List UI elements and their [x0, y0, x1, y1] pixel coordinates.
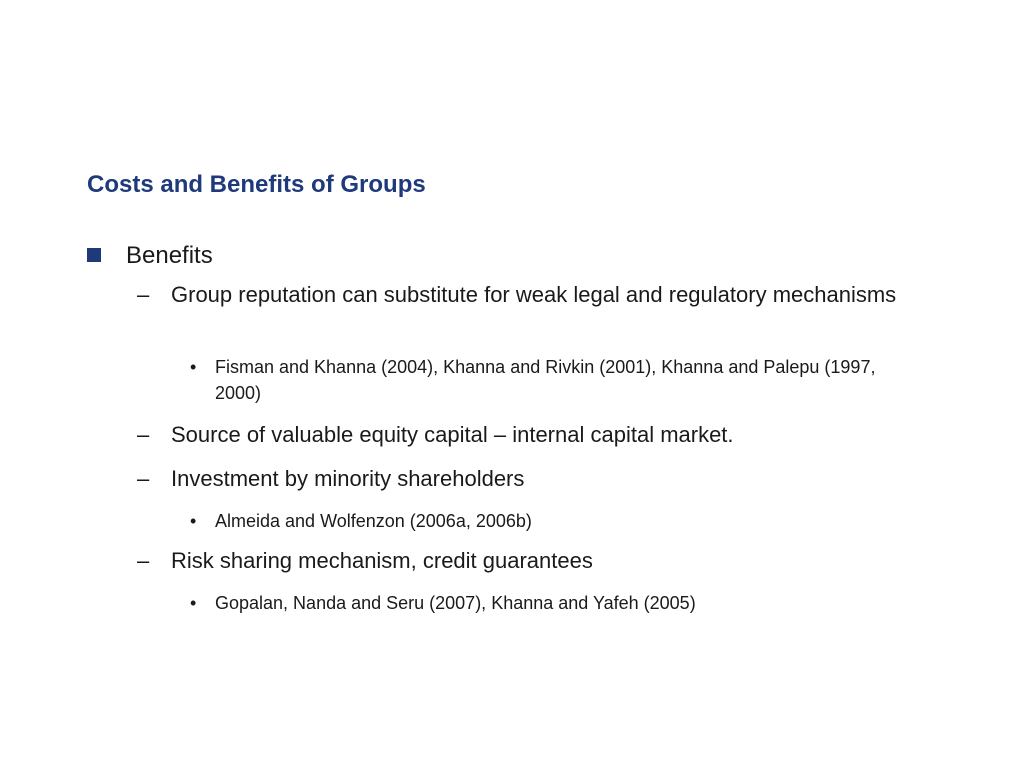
reference-text: Fisman and Khanna (2004), Khanna and Rivkin (2001), Khanna and Palepu (1997, 2000): [215, 357, 876, 403]
dot-bullet-icon: •: [190, 357, 197, 377]
slide-title: Costs and Benefits of Groups: [87, 171, 426, 198]
sub-bullet-text: Risk sharing mechanism, credit guarantees: [171, 548, 593, 573]
sub-bullet-text: Source of valuable equity capital – internal capital market.: [171, 422, 734, 447]
dash-bullet-icon: –: [137, 282, 150, 307]
sub-bullet-text: Group reputation can substitute for weak legal and regulatory mechanisms: [171, 282, 897, 307]
reference-text: Almeida and Wolfenzon (2006a, 2006b): [215, 511, 532, 531]
square-bullet-icon: [87, 248, 101, 262]
dot-bullet-icon: •: [190, 593, 197, 613]
dash-bullet-icon: –: [137, 466, 150, 491]
dash-bullet-icon: –: [137, 422, 150, 447]
reference-text: Gopalan, Nanda and Seru (2007), Khanna and Yafeh (2005): [215, 593, 696, 613]
sub-bullet-text: Investment by minority shareholders: [171, 466, 525, 491]
dash-bullet-icon: –: [137, 548, 150, 573]
dot-bullet-icon: •: [190, 511, 197, 531]
bullet-benefits-label: Benefits: [126, 242, 213, 269]
